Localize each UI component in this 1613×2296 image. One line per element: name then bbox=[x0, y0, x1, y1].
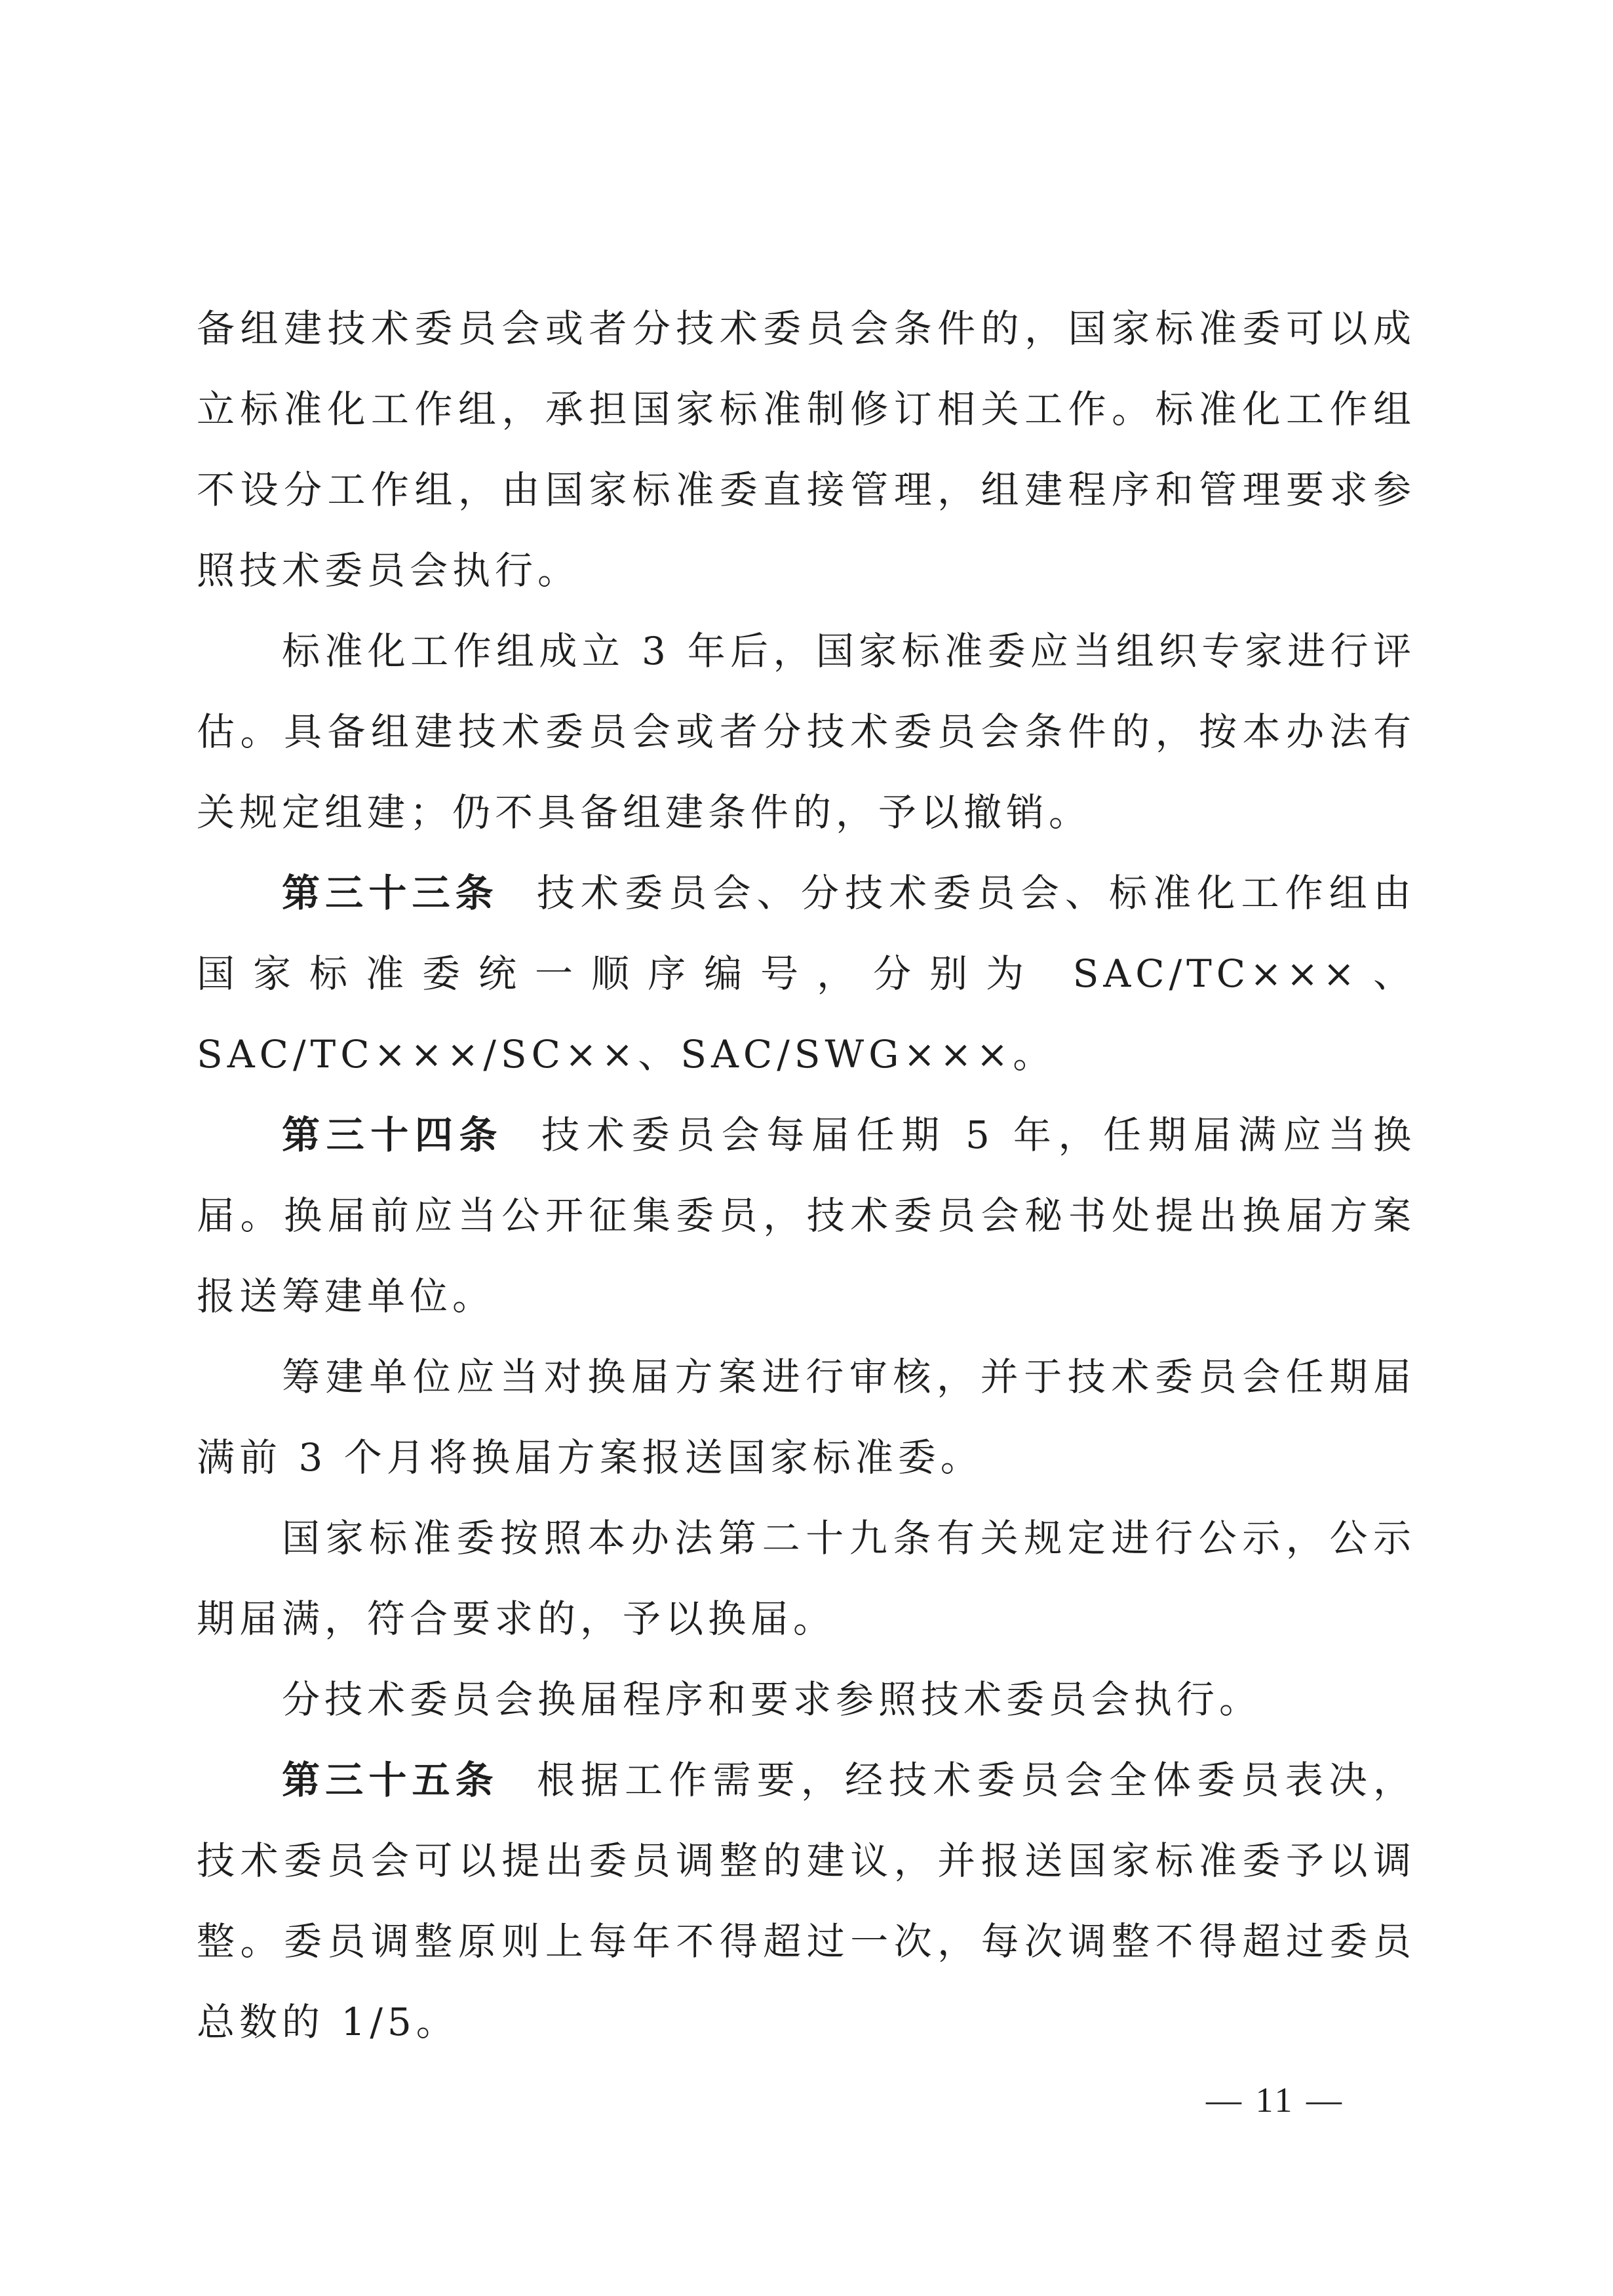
paragraph-6-text: 国家标准委按照本办法第二十九条有关规定进行公示，公示期届满，符合要求的，予以换届。 bbox=[197, 1516, 1416, 1641]
paragraph-5-text: 筹建单位应当对换届方案进行审核，并于技术委员会任期届满前 3 个月将换届方案报送国家标准委。 bbox=[197, 1355, 1416, 1480]
article-33-number: 第三十三条 bbox=[282, 871, 499, 915]
paragraph-1-text: 备组建技术委员会或者分技术委员会条件的，国家标准委可以成立标准化工作组，承担国家标准制修订相关工作。标准化工作组不设分工作组，由国家标准委直接管理，组建程序和管理要求参照技术委员会执行。 bbox=[197, 306, 1416, 593]
article-34-number: 第三十四条 bbox=[282, 1113, 504, 1157]
article-34 bbox=[197, 1095, 1416, 1337]
paragraph-6 bbox=[197, 1498, 1416, 1659]
paragraph-7 bbox=[197, 1659, 1416, 1740]
article-35-number: 第三十五条 bbox=[282, 1758, 499, 1802]
article-34-text: 技术委员会每届任期 5 年，任期届满应当换届。换届前应当公开征集委员，技术委员会秘书处提出换届方案报送筹建单位。 bbox=[197, 1113, 1416, 1318]
paragraph-2-text: 标准化工作组成立 3 年后，国家标准委应当组织专家进行评估。具备组建技术委员会或者分技术委员会条件的，按本办法有关规定组建；仍不具备组建条件的，予以撤销。 bbox=[197, 629, 1416, 835]
paragraph-7-text: 分技术委员会换届程序和要求参照技术委员会执行。 bbox=[282, 1677, 1262, 1722]
article-33-text: 技术委员会、分技术委员会、标准化工作组由国家标准委统一顺序编号，分别为 SAC/TC×××、SAC/TC×××/SC××、SAC/SWG×××。 bbox=[197, 871, 1416, 1077]
article-35 bbox=[197, 1740, 1416, 2063]
body-text bbox=[197, 288, 1416, 2063]
article-35-text: 根据工作需要，经技术委员会全体委员表决，技术委员会可以提出委员调整的建议，并报送国家标准委予以调整。委员调整原则上每年不得超过一次，每次调整不得超过委员总数的 1/5。 bbox=[197, 1758, 1416, 2044]
page-number: — 11 — bbox=[1206, 2080, 1344, 2120]
article-33 bbox=[197, 853, 1416, 1095]
paragraph-2 bbox=[197, 611, 1416, 853]
paragraph-5 bbox=[197, 1337, 1416, 1498]
paragraph-1 bbox=[197, 288, 1416, 611]
